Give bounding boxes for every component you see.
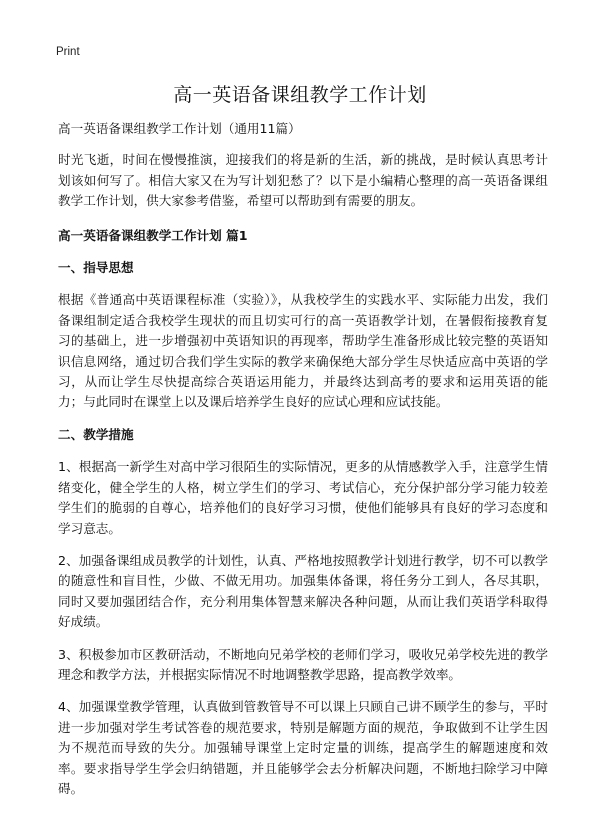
measure-item-1: 1、根据高一新学生对高中学习很陌生的实际情况，更多的从情感教学入手，注意学生情绪变化，健全学生的人格，树立学生们的学习、考试信心，充分保护部分学习能力较差学生们的脆弱的自尊心，培养他们的良好学习习惯，使他们能够具有良好的学习态度和学习意志。 <box>58 459 548 536</box>
article-subtitle: 高一英语备课组教学工作计划（通用11篇） <box>58 121 301 136</box>
measure-item-4: 4、加强课堂教学管理，认真做到管教管导不可以课上只顾自己讲不顾学生的参与，平时进一步加强对学生考试答卷的规范要求，特别是解题方面的规范，争取做到不让学生因为不规范而导致的失分。加强辅导课堂上定时定量的训练，提高学生的解题速度和效率。要求指导学生学会归纳错题，并且能够学会去分析解决问题，不断地扫除学习中障碍。 <box>58 699 548 796</box>
page-title: 高一英语备课组教学工作计划 <box>173 84 427 106</box>
heading-teaching-measures: 二、教学措施 <box>58 426 134 442</box>
paragraph-guiding-ideology: 根据《普通高中英语课程标准（实验）》，从我校学生的实践水平、实际能力出发，我们备课组制定适合我校学生现状的而且切实可行的高一英语教学计划，在暑假衔接教育复习的基础上，进一步增强初中英语知识的再现率，帮助学生准备形成比较完整的英语知识信息网络，通过切合我们学生实际的教学来确保绝大部分学生尽快适应高中英语的学习，从而让学生尽快提高综合英语运用能力，并最终达到高考的要求和运用英语的能力；与此同时在课堂上以及课后培养学生良好的应试心理和应试技能。 <box>58 292 548 410</box>
heading-guiding-ideology: 一、指导思想 <box>58 260 134 276</box>
print-link[interactable]: Print <box>56 46 80 58</box>
measure-item-2: 2、加强备课组成员教学的计划性，认真、严格地按照教学计划进行教学，切不可以教学的随意性和盲目性，少做、不做无用功。加强集体备课，将任务分工到人，各尽其职，同时又要加强团结合作，充分利用集体智慧来解决各种问题，从而让我们英语学科取得好成绩。 <box>58 552 548 630</box>
section-title: 高一英语备课组教学工作计划 篇1 <box>58 227 248 243</box>
article-content <box>58 119 548 811</box>
measure-item-3: 3、积极参加市区教研活动，不断地向兄弟学校的老师们学习，吸收兄弟学校先进的教学理念和教学方法，并根据实际情况不时地调整教学思路，提高教学效率。 <box>58 646 548 682</box>
intro-paragraph: 时光飞逝，时间在慢慢推演，迎接我们的将是新的生活，新的挑战，是时候认真思考计划该如何写了。相信大家又在为写计划犯愁了？以下是小编精心整理的高一英语备课组教学工作计划，供大家参考借鉴，希望可以帮助到有需要的朋友。 <box>58 152 548 209</box>
